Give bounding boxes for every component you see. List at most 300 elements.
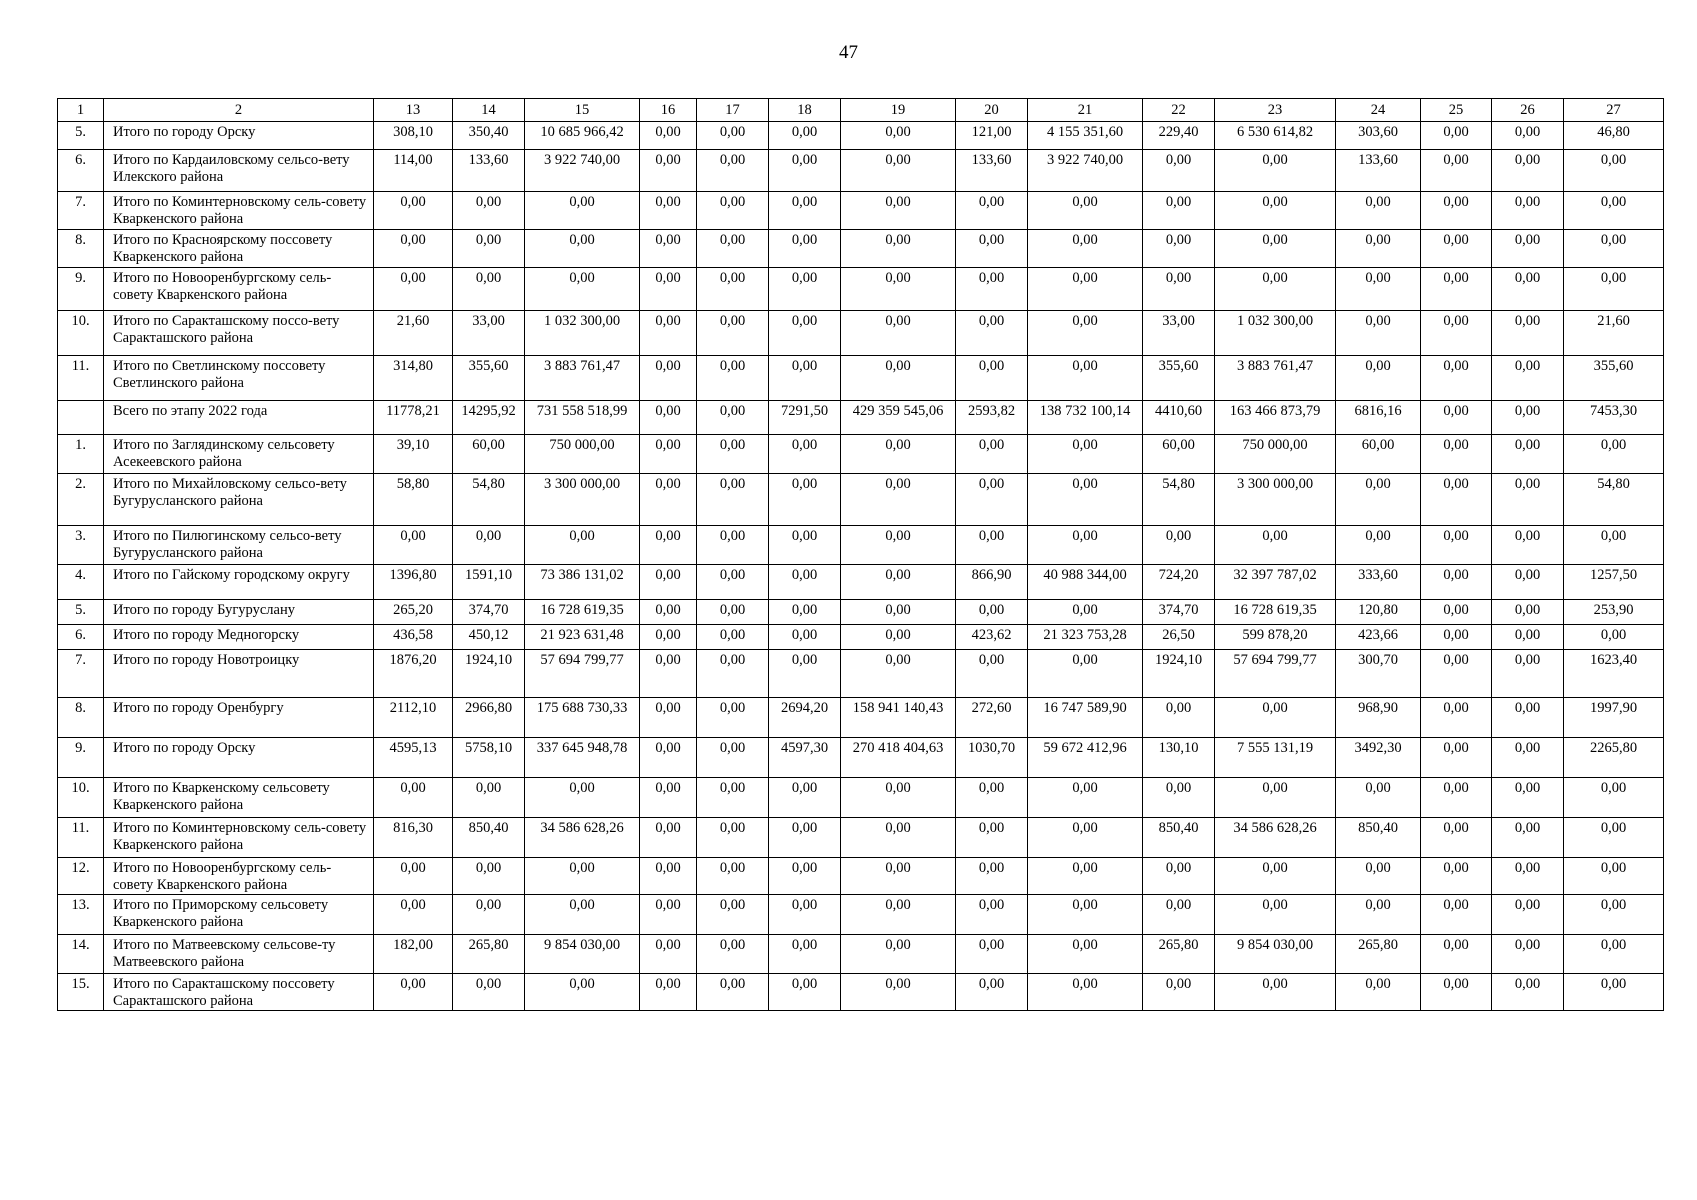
value-cell: 0,00 xyxy=(956,650,1028,698)
value-cell: 0,00 xyxy=(1143,268,1215,311)
value-cell: 0,00 xyxy=(1492,474,1564,526)
value-cell: 2593,82 xyxy=(956,401,1028,435)
row-number-cell: 5. xyxy=(58,122,104,150)
table-row xyxy=(58,435,1664,474)
value-cell: 0,00 xyxy=(956,474,1028,526)
value-cell: 0,00 xyxy=(697,526,769,565)
value-cell: 0,00 xyxy=(1028,818,1143,858)
row-number-cell: 10. xyxy=(58,778,104,818)
value-cell: 0,00 xyxy=(525,192,640,230)
value-cell: 0,00 xyxy=(1336,268,1421,311)
value-cell: 0,00 xyxy=(697,356,769,401)
value-cell: 0,00 xyxy=(1564,230,1664,268)
value-cell: 0,00 xyxy=(1028,356,1143,401)
value-cell: 0,00 xyxy=(956,858,1028,895)
value-cell: 54,80 xyxy=(1564,474,1664,526)
value-cell: 121,00 xyxy=(956,122,1028,150)
row-name-cell: Итого по Новооренбургскому сель-совету Кваркенского района xyxy=(104,858,374,895)
value-cell: 1924,10 xyxy=(453,650,525,698)
value-cell: 1623,40 xyxy=(1564,650,1664,698)
value-cell: 0,00 xyxy=(1028,778,1143,818)
value-cell: 54,80 xyxy=(1143,474,1215,526)
value-cell: 33,00 xyxy=(1143,311,1215,356)
value-cell: 0,00 xyxy=(841,974,956,1011)
column-header: 13 xyxy=(374,99,453,122)
value-cell: 0,00 xyxy=(1564,935,1664,974)
value-cell: 0,00 xyxy=(1215,150,1336,192)
value-cell: 4595,13 xyxy=(374,738,453,778)
value-cell: 0,00 xyxy=(1421,150,1492,192)
value-cell: 0,00 xyxy=(1215,526,1336,565)
value-cell: 0,00 xyxy=(769,625,841,650)
value-cell: 0,00 xyxy=(1421,268,1492,311)
value-cell: 7453,30 xyxy=(1564,401,1664,435)
value-cell: 0,00 xyxy=(1564,150,1664,192)
value-cell: 0,00 xyxy=(1421,974,1492,1011)
value-cell: 0,00 xyxy=(374,858,453,895)
value-cell: 0,00 xyxy=(1028,600,1143,625)
value-cell: 0,00 xyxy=(1143,858,1215,895)
value-cell: 34 586 628,26 xyxy=(525,818,640,858)
value-cell: 0,00 xyxy=(1336,778,1421,818)
table-row xyxy=(58,230,1664,268)
value-cell: 0,00 xyxy=(1564,778,1664,818)
column-header: 24 xyxy=(1336,99,1421,122)
value-cell: 0,00 xyxy=(1564,192,1664,230)
value-cell: 0,00 xyxy=(1564,268,1664,311)
value-cell: 0,00 xyxy=(525,895,640,935)
value-cell: 54,80 xyxy=(453,474,525,526)
value-cell: 750 000,00 xyxy=(525,435,640,474)
value-cell: 0,00 xyxy=(769,474,841,526)
value-cell: 57 694 799,77 xyxy=(525,650,640,698)
value-cell: 0,00 xyxy=(769,650,841,698)
value-cell: 0,00 xyxy=(453,192,525,230)
value-cell: 0,00 xyxy=(1492,122,1564,150)
row-number-cell: 5. xyxy=(58,600,104,625)
table-row xyxy=(58,600,1664,625)
table-row xyxy=(58,974,1664,1011)
value-cell: 0,00 xyxy=(956,311,1028,356)
value-cell: 429 359 545,06 xyxy=(841,401,956,435)
column-header: 2 xyxy=(104,99,374,122)
value-cell: 0,00 xyxy=(1492,895,1564,935)
value-cell: 724,20 xyxy=(1143,565,1215,600)
value-cell: 0,00 xyxy=(1421,698,1492,738)
value-cell: 0,00 xyxy=(956,526,1028,565)
value-cell: 0,00 xyxy=(841,435,956,474)
value-cell: 968,90 xyxy=(1336,698,1421,738)
value-cell: 0,00 xyxy=(697,192,769,230)
value-cell: 0,00 xyxy=(1215,778,1336,818)
value-cell: 0,00 xyxy=(1028,650,1143,698)
value-cell: 0,00 xyxy=(1215,974,1336,1011)
value-cell: 0,00 xyxy=(697,698,769,738)
value-cell: 0,00 xyxy=(453,268,525,311)
column-header: 15 xyxy=(525,99,640,122)
value-cell: 0,00 xyxy=(1564,858,1664,895)
value-cell: 0,00 xyxy=(525,268,640,311)
value-cell: 0,00 xyxy=(1421,650,1492,698)
value-cell: 133,60 xyxy=(453,150,525,192)
table-row xyxy=(58,738,1664,778)
value-cell: 0,00 xyxy=(640,356,697,401)
value-cell: 0,00 xyxy=(1421,474,1492,526)
value-cell: 175 688 730,33 xyxy=(525,698,640,738)
value-cell: 0,00 xyxy=(640,311,697,356)
column-header: 18 xyxy=(769,99,841,122)
value-cell: 0,00 xyxy=(841,778,956,818)
value-cell: 1591,10 xyxy=(453,565,525,600)
value-cell: 0,00 xyxy=(1028,230,1143,268)
value-cell: 0,00 xyxy=(769,192,841,230)
value-cell: 0,00 xyxy=(1028,858,1143,895)
value-cell: 0,00 xyxy=(374,192,453,230)
value-cell: 0,00 xyxy=(1492,230,1564,268)
value-cell: 21,60 xyxy=(374,311,453,356)
value-cell: 0,00 xyxy=(769,230,841,268)
value-cell: 0,00 xyxy=(1028,474,1143,526)
value-cell: 0,00 xyxy=(769,565,841,600)
value-cell: 0,00 xyxy=(1492,858,1564,895)
table-row xyxy=(58,526,1664,565)
table-row xyxy=(58,565,1664,600)
value-cell: 0,00 xyxy=(453,974,525,1011)
value-cell: 0,00 xyxy=(697,230,769,268)
value-cell: 0,00 xyxy=(956,895,1028,935)
row-number-cell: 9. xyxy=(58,738,104,778)
value-cell: 1 032 300,00 xyxy=(1215,311,1336,356)
value-cell: 0,00 xyxy=(1421,895,1492,935)
value-cell: 0,00 xyxy=(1336,230,1421,268)
value-cell: 750 000,00 xyxy=(1215,435,1336,474)
value-cell: 0,00 xyxy=(769,311,841,356)
value-cell: 374,70 xyxy=(1143,600,1215,625)
row-name-cell: Итого по Новооренбургскому сель-совету Кваркенского района xyxy=(104,268,374,311)
value-cell: 0,00 xyxy=(1421,230,1492,268)
value-cell: 0,00 xyxy=(841,150,956,192)
value-cell: 0,00 xyxy=(1143,230,1215,268)
value-cell: 3 300 000,00 xyxy=(1215,474,1336,526)
value-cell: 0,00 xyxy=(1421,526,1492,565)
value-cell: 436,58 xyxy=(374,625,453,650)
row-number-cell: 10. xyxy=(58,311,104,356)
value-cell: 0,00 xyxy=(769,974,841,1011)
value-cell: 10 685 966,42 xyxy=(525,122,640,150)
value-cell: 0,00 xyxy=(453,858,525,895)
value-cell: 265,80 xyxy=(453,935,525,974)
row-name-cell: Итого по Коминтерновскому сель-совету Кваркенского района xyxy=(104,192,374,230)
data-table xyxy=(57,98,1664,1011)
value-cell: 423,62 xyxy=(956,625,1028,650)
value-cell: 0,00 xyxy=(1421,401,1492,435)
value-cell: 0,00 xyxy=(453,778,525,818)
value-cell: 60,00 xyxy=(1143,435,1215,474)
value-cell: 0,00 xyxy=(640,698,697,738)
row-number-cell: 7. xyxy=(58,192,104,230)
row-name-cell: Итого по Кваркенскому сельсовету Кваркенского района xyxy=(104,778,374,818)
value-cell: 59 672 412,96 xyxy=(1028,738,1143,778)
row-name-cell: Итого по Саракташскому поссовету Саракташского района xyxy=(104,974,374,1011)
row-number-cell: 14. xyxy=(58,935,104,974)
row-name-cell: Всего по этапу 2022 года xyxy=(104,401,374,435)
value-cell: 229,40 xyxy=(1143,122,1215,150)
row-number-cell xyxy=(58,401,104,435)
value-cell: 0,00 xyxy=(525,974,640,1011)
value-cell: 21 923 631,48 xyxy=(525,625,640,650)
value-cell: 303,60 xyxy=(1336,122,1421,150)
value-cell: 0,00 xyxy=(640,122,697,150)
row-name-cell: Итого по Красноярскому поссовету Кваркенского района xyxy=(104,230,374,268)
value-cell: 0,00 xyxy=(640,150,697,192)
value-cell: 0,00 xyxy=(1492,565,1564,600)
value-cell: 0,00 xyxy=(1421,435,1492,474)
value-cell: 6 530 614,82 xyxy=(1215,122,1336,150)
value-cell: 0,00 xyxy=(956,192,1028,230)
value-cell: 0,00 xyxy=(640,435,697,474)
value-cell: 0,00 xyxy=(640,192,697,230)
value-cell: 0,00 xyxy=(1421,818,1492,858)
table-row xyxy=(58,150,1664,192)
value-cell: 133,60 xyxy=(956,150,1028,192)
value-cell: 0,00 xyxy=(525,230,640,268)
value-cell: 0,00 xyxy=(697,565,769,600)
value-cell: 300,70 xyxy=(1336,650,1421,698)
row-number-cell: 8. xyxy=(58,230,104,268)
value-cell: 0,00 xyxy=(956,600,1028,625)
table-row xyxy=(58,474,1664,526)
value-cell: 0,00 xyxy=(1336,974,1421,1011)
row-number-cell: 7. xyxy=(58,650,104,698)
value-cell: 0,00 xyxy=(1564,895,1664,935)
value-cell: 0,00 xyxy=(769,526,841,565)
value-cell: 0,00 xyxy=(1143,192,1215,230)
value-cell: 0,00 xyxy=(956,778,1028,818)
value-cell: 0,00 xyxy=(841,858,956,895)
value-cell: 114,00 xyxy=(374,150,453,192)
value-cell: 0,00 xyxy=(1421,625,1492,650)
value-cell: 0,00 xyxy=(1421,935,1492,974)
table-row xyxy=(58,778,1664,818)
value-cell: 3492,30 xyxy=(1336,738,1421,778)
value-cell: 0,00 xyxy=(374,974,453,1011)
value-cell: 46,80 xyxy=(1564,122,1664,150)
value-cell: 16 728 619,35 xyxy=(525,600,640,625)
value-cell: 0,00 xyxy=(956,935,1028,974)
value-cell: 1 032 300,00 xyxy=(525,311,640,356)
value-cell: 0,00 xyxy=(1143,698,1215,738)
value-cell: 816,30 xyxy=(374,818,453,858)
row-name-cell: Итого по Гайскому городскому округу xyxy=(104,565,374,600)
value-cell: 0,00 xyxy=(769,858,841,895)
value-cell: 0,00 xyxy=(697,311,769,356)
table-row xyxy=(58,192,1664,230)
value-cell: 163 466 873,79 xyxy=(1215,401,1336,435)
value-cell: 0,00 xyxy=(841,565,956,600)
value-cell: 0,00 xyxy=(1336,858,1421,895)
value-cell: 0,00 xyxy=(841,192,956,230)
value-cell: 0,00 xyxy=(1421,565,1492,600)
value-cell: 0,00 xyxy=(1564,974,1664,1011)
row-name-cell: Итого по Приморскому сельсовету Кваркенского района xyxy=(104,895,374,935)
value-cell: 0,00 xyxy=(640,895,697,935)
value-cell: 7291,50 xyxy=(769,401,841,435)
value-cell: 0,00 xyxy=(640,974,697,1011)
table-row xyxy=(58,122,1664,150)
value-cell: 599 878,20 xyxy=(1215,625,1336,650)
table-row xyxy=(58,625,1664,650)
value-cell: 0,00 xyxy=(769,935,841,974)
row-name-cell: Итого по Матвеевскому сельсове-ту Матвеевского района xyxy=(104,935,374,974)
value-cell: 73 386 131,02 xyxy=(525,565,640,600)
value-cell: 314,80 xyxy=(374,356,453,401)
header-row xyxy=(58,99,1664,122)
value-cell: 0,00 xyxy=(956,268,1028,311)
value-cell: 0,00 xyxy=(640,738,697,778)
column-header: 27 xyxy=(1564,99,1664,122)
value-cell: 0,00 xyxy=(640,600,697,625)
row-number-cell: 13. xyxy=(58,895,104,935)
value-cell: 2694,20 xyxy=(769,698,841,738)
value-cell: 0,00 xyxy=(841,600,956,625)
value-cell: 0,00 xyxy=(640,625,697,650)
value-cell: 0,00 xyxy=(1421,122,1492,150)
row-name-cell: Итого по городу Новотроицку xyxy=(104,650,374,698)
value-cell: 0,00 xyxy=(1492,738,1564,778)
value-cell: 265,80 xyxy=(1143,935,1215,974)
table-row xyxy=(58,698,1664,738)
value-cell: 0,00 xyxy=(769,356,841,401)
value-cell: 4597,30 xyxy=(769,738,841,778)
value-cell: 0,00 xyxy=(769,895,841,935)
column-header: 25 xyxy=(1421,99,1492,122)
row-number-cell: 9. xyxy=(58,268,104,311)
value-cell: 265,80 xyxy=(1336,935,1421,974)
value-cell: 1396,80 xyxy=(374,565,453,600)
value-cell: 0,00 xyxy=(697,600,769,625)
value-cell: 0,00 xyxy=(841,818,956,858)
value-cell: 0,00 xyxy=(769,150,841,192)
value-cell: 850,40 xyxy=(1336,818,1421,858)
column-header: 21 xyxy=(1028,99,1143,122)
value-cell: 0,00 xyxy=(697,935,769,974)
table-row xyxy=(58,650,1664,698)
value-cell: 0,00 xyxy=(697,122,769,150)
value-cell: 0,00 xyxy=(1336,356,1421,401)
page-number: 47 xyxy=(839,42,858,63)
table-row xyxy=(58,818,1664,858)
value-cell: 0,00 xyxy=(525,526,640,565)
value-cell: 0,00 xyxy=(1492,192,1564,230)
value-cell: 0,00 xyxy=(1215,230,1336,268)
value-cell: 0,00 xyxy=(1492,526,1564,565)
value-cell: 58,80 xyxy=(374,474,453,526)
value-cell: 0,00 xyxy=(453,895,525,935)
value-cell: 0,00 xyxy=(1143,974,1215,1011)
value-cell: 0,00 xyxy=(1215,192,1336,230)
row-name-cell: Итого по Пилюгинскому сельсо-вету Бугурусланского района xyxy=(104,526,374,565)
value-cell: 0,00 xyxy=(769,600,841,625)
value-cell: 0,00 xyxy=(1143,150,1215,192)
value-cell: 0,00 xyxy=(640,526,697,565)
value-cell: 0,00 xyxy=(374,230,453,268)
value-cell: 0,00 xyxy=(1028,192,1143,230)
value-cell: 0,00 xyxy=(1028,974,1143,1011)
value-cell: 350,40 xyxy=(453,122,525,150)
row-name-cell: Итого по городу Бугуруслану xyxy=(104,600,374,625)
value-cell: 5758,10 xyxy=(453,738,525,778)
row-number-cell: 11. xyxy=(58,818,104,858)
value-cell: 0,00 xyxy=(769,268,841,311)
value-cell: 0,00 xyxy=(841,122,956,150)
value-cell: 265,20 xyxy=(374,600,453,625)
value-cell: 0,00 xyxy=(1492,650,1564,698)
value-cell: 1876,20 xyxy=(374,650,453,698)
value-cell: 9 854 030,00 xyxy=(525,935,640,974)
value-cell: 0,00 xyxy=(1336,192,1421,230)
value-cell: 0,00 xyxy=(956,230,1028,268)
value-cell: 0,00 xyxy=(841,526,956,565)
row-number-cell: 6. xyxy=(58,625,104,650)
value-cell: 0,00 xyxy=(1028,268,1143,311)
value-cell: 0,00 xyxy=(1336,526,1421,565)
value-cell: 272,60 xyxy=(956,698,1028,738)
value-cell: 60,00 xyxy=(453,435,525,474)
table-row xyxy=(58,401,1664,435)
value-cell: 0,00 xyxy=(697,474,769,526)
value-cell: 0,00 xyxy=(1492,818,1564,858)
value-cell: 0,00 xyxy=(1492,698,1564,738)
value-cell: 850,40 xyxy=(1143,818,1215,858)
value-cell: 355,60 xyxy=(1564,356,1664,401)
value-cell: 253,90 xyxy=(1564,600,1664,625)
value-cell: 0,00 xyxy=(1143,526,1215,565)
value-cell: 0,00 xyxy=(1215,698,1336,738)
value-cell: 333,60 xyxy=(1336,565,1421,600)
value-cell: 0,00 xyxy=(1336,895,1421,935)
value-cell: 0,00 xyxy=(841,268,956,311)
value-cell: 0,00 xyxy=(841,625,956,650)
table-row xyxy=(58,268,1664,311)
value-cell: 0,00 xyxy=(697,650,769,698)
value-cell: 1997,90 xyxy=(1564,698,1664,738)
value-cell: 0,00 xyxy=(769,435,841,474)
value-cell: 0,00 xyxy=(1421,356,1492,401)
value-cell: 0,00 xyxy=(841,474,956,526)
value-cell: 2112,10 xyxy=(374,698,453,738)
value-cell: 34 586 628,26 xyxy=(1215,818,1336,858)
row-name-cell: Итого по Кардаиловскому сельсо-вету Илекского района xyxy=(104,150,374,192)
value-cell: 0,00 xyxy=(1492,600,1564,625)
table-row xyxy=(58,311,1664,356)
value-cell: 2265,80 xyxy=(1564,738,1664,778)
column-header: 14 xyxy=(453,99,525,122)
row-name-cell: Итого по Светлинскому поссовету Светлинского района xyxy=(104,356,374,401)
value-cell: 355,60 xyxy=(1143,356,1215,401)
value-cell: 16 728 619,35 xyxy=(1215,600,1336,625)
value-cell: 133,60 xyxy=(1336,150,1421,192)
value-cell: 0,00 xyxy=(697,268,769,311)
column-header: 22 xyxy=(1143,99,1215,122)
row-number-cell: 3. xyxy=(58,526,104,565)
value-cell: 0,00 xyxy=(1143,778,1215,818)
value-cell: 0,00 xyxy=(956,974,1028,1011)
value-cell: 0,00 xyxy=(1492,778,1564,818)
value-cell: 0,00 xyxy=(841,311,956,356)
value-cell: 3 883 761,47 xyxy=(525,356,640,401)
value-cell: 0,00 xyxy=(697,818,769,858)
value-cell: 0,00 xyxy=(1028,311,1143,356)
